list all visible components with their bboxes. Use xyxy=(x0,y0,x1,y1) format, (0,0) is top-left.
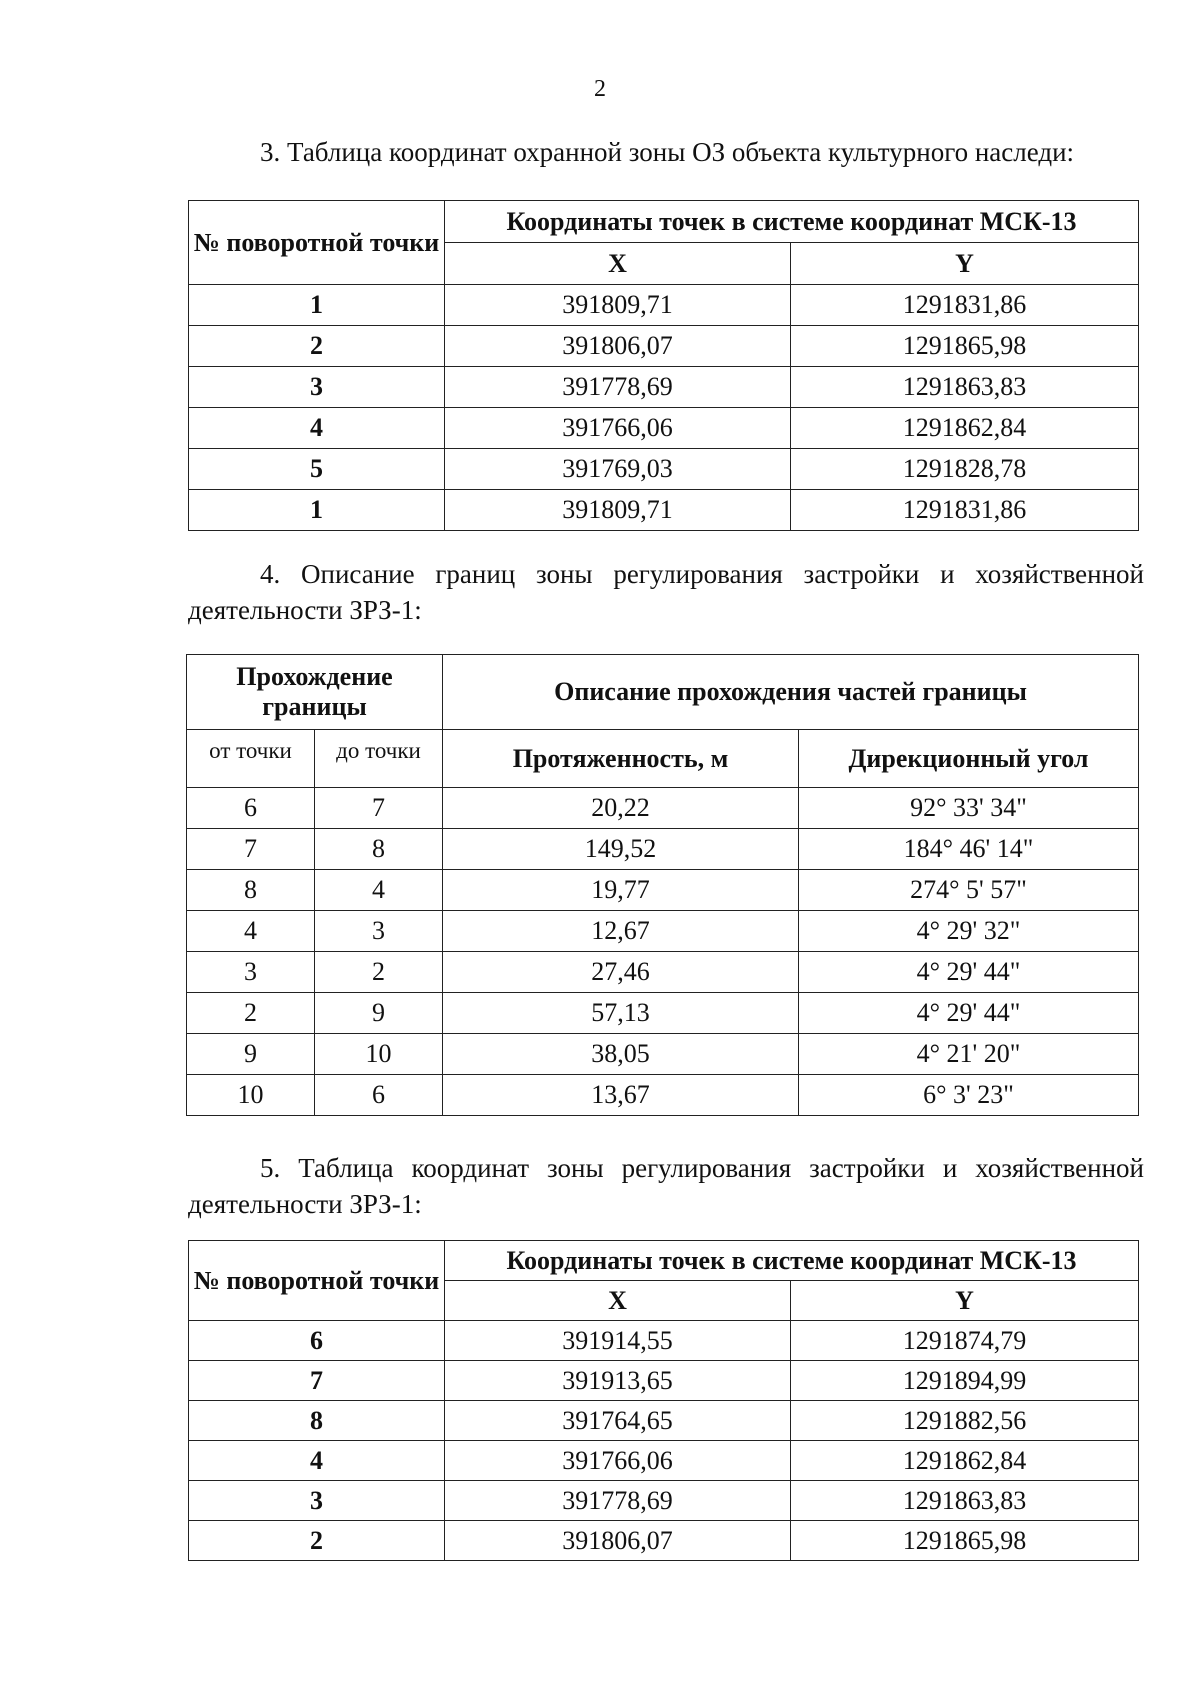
cell-to: 8 xyxy=(315,829,443,870)
coordinates-table-zrz xyxy=(188,1240,1139,1561)
cell-length: 19,77 xyxy=(443,870,799,911)
cell-point: 3 xyxy=(189,1481,445,1521)
cell-length: 27,46 xyxy=(443,952,799,993)
cell-point: 7 xyxy=(189,1361,445,1401)
cell-from: 9 xyxy=(187,1034,315,1075)
cell-point: 2 xyxy=(189,326,445,367)
table-row xyxy=(189,490,1139,531)
cell-length: 20,22 xyxy=(443,788,799,829)
cell-x: 391806,07 xyxy=(445,326,791,367)
col-header-point: № поворотной точки xyxy=(189,1241,445,1321)
table-row xyxy=(187,993,1139,1034)
col-header-y: Y xyxy=(791,243,1139,285)
section-3-heading: 3. Таблица координат охранной зоны ОЗ объекта культурного наследи: xyxy=(260,137,1075,167)
cell-from: 7 xyxy=(187,829,315,870)
cell-to: 10 xyxy=(315,1034,443,1075)
col-header-length: Протяженность, м xyxy=(443,730,799,788)
cell-y: 1291831,86 xyxy=(791,490,1139,531)
col-header-description: Описание прохождения частей границы xyxy=(443,655,1139,730)
boundary-description-table-body xyxy=(187,788,1139,1116)
cell-from: 3 xyxy=(187,952,315,993)
cell-angle: 4° 29' 44" xyxy=(799,952,1139,993)
boundary-description-table xyxy=(186,654,1139,1116)
cell-length: 12,67 xyxy=(443,911,799,952)
cell-point: 1 xyxy=(189,285,445,326)
section-5-heading: 5. Таблица координат зоны регулирования застройки и хозяйственной деятельности ЗРЗ-1: xyxy=(188,1153,1144,1219)
section-4-heading: 4. Описание границ зоны регулирования застройки и хозяйственной деятельности ЗРЗ-1: xyxy=(188,559,1144,625)
cell-point: 4 xyxy=(189,408,445,449)
cell-to: 4 xyxy=(315,870,443,911)
cell-angle: 92° 33' 34" xyxy=(799,788,1139,829)
cell-y: 1291831,86 xyxy=(791,285,1139,326)
cell-from: 8 xyxy=(187,870,315,911)
cell-y: 1291863,83 xyxy=(791,1481,1139,1521)
cell-x: 391806,07 xyxy=(445,1521,791,1561)
col-header-to: до точки xyxy=(315,730,443,788)
col-header-passage: Прохождение границы xyxy=(187,655,443,730)
col-header-coords: Координаты точек в системе координат МСК-13 xyxy=(445,201,1139,243)
cell-point: 5 xyxy=(189,449,445,490)
cell-x: 391914,55 xyxy=(445,1321,791,1361)
cell-point: 8 xyxy=(189,1401,445,1441)
cell-to: 7 xyxy=(315,788,443,829)
cell-point: 3 xyxy=(189,367,445,408)
cell-angle: 4° 29' 44" xyxy=(799,993,1139,1034)
coordinates-table-oz-body xyxy=(189,285,1139,531)
cell-y: 1291874,79 xyxy=(791,1321,1139,1361)
col-header-coords: Координаты точек в системе координат МСК-13 xyxy=(445,1241,1139,1281)
cell-x: 391766,06 xyxy=(445,408,791,449)
table-row xyxy=(187,952,1139,993)
coordinates-table-oz xyxy=(188,200,1139,531)
table-row xyxy=(189,1361,1139,1401)
cell-x: 391769,03 xyxy=(445,449,791,490)
col-header-point: № поворотной точки xyxy=(189,201,445,285)
table-row xyxy=(187,829,1139,870)
page-number: 2 xyxy=(594,76,606,102)
cell-length: 57,13 xyxy=(443,993,799,1034)
table-row xyxy=(189,285,1139,326)
cell-point: 2 xyxy=(189,1521,445,1561)
cell-y: 1291894,99 xyxy=(791,1361,1139,1401)
col-header-y: Y xyxy=(791,1281,1139,1321)
table-row xyxy=(189,408,1139,449)
table-row xyxy=(189,1521,1139,1561)
cell-angle: 274° 5' 57" xyxy=(799,870,1139,911)
cell-y: 1291863,83 xyxy=(791,367,1139,408)
cell-x: 391766,06 xyxy=(445,1441,791,1481)
col-header-x: X xyxy=(445,243,791,285)
cell-length: 149,52 xyxy=(443,829,799,870)
cell-y: 1291828,78 xyxy=(791,449,1139,490)
table-row xyxy=(187,1075,1139,1116)
cell-point: 1 xyxy=(189,490,445,531)
col-header-angle: Дирекционный угол xyxy=(799,730,1139,788)
table-row xyxy=(189,1321,1139,1361)
cell-y: 1291862,84 xyxy=(791,408,1139,449)
cell-from: 2 xyxy=(187,993,315,1034)
cell-x: 391764,65 xyxy=(445,1401,791,1441)
table-row xyxy=(189,1481,1139,1521)
table-row xyxy=(189,367,1139,408)
cell-length: 13,67 xyxy=(443,1075,799,1116)
table-row xyxy=(187,788,1139,829)
table-row xyxy=(187,870,1139,911)
cell-point: 4 xyxy=(189,1441,445,1481)
table-row xyxy=(187,911,1139,952)
cell-to: 2 xyxy=(315,952,443,993)
cell-y: 1291862,84 xyxy=(791,1441,1139,1481)
cell-to: 6 xyxy=(315,1075,443,1116)
cell-from: 10 xyxy=(187,1075,315,1116)
cell-from: 4 xyxy=(187,911,315,952)
table-row xyxy=(189,1401,1139,1441)
cell-x: 391809,71 xyxy=(445,490,791,531)
table-row xyxy=(189,449,1139,490)
cell-x: 391913,65 xyxy=(445,1361,791,1401)
table-row xyxy=(189,1441,1139,1481)
cell-x: 391778,69 xyxy=(445,1481,791,1521)
cell-angle: 4° 21' 20" xyxy=(799,1034,1139,1075)
cell-length: 38,05 xyxy=(443,1034,799,1075)
coordinates-table-zrz-body xyxy=(189,1321,1139,1561)
cell-to: 3 xyxy=(315,911,443,952)
col-header-from: от точки xyxy=(187,730,315,788)
cell-angle: 4° 29' 32" xyxy=(799,911,1139,952)
cell-to: 9 xyxy=(315,993,443,1034)
cell-x: 391778,69 xyxy=(445,367,791,408)
table-row xyxy=(189,326,1139,367)
cell-angle: 6° 3' 23" xyxy=(799,1075,1139,1116)
cell-angle: 184° 46' 14" xyxy=(799,829,1139,870)
cell-point: 6 xyxy=(189,1321,445,1361)
cell-y: 1291865,98 xyxy=(791,326,1139,367)
cell-x: 391809,71 xyxy=(445,285,791,326)
cell-y: 1291865,98 xyxy=(791,1521,1139,1561)
cell-from: 6 xyxy=(187,788,315,829)
col-header-x: X xyxy=(445,1281,791,1321)
table-row xyxy=(187,1034,1139,1075)
cell-y: 1291882,56 xyxy=(791,1401,1139,1441)
